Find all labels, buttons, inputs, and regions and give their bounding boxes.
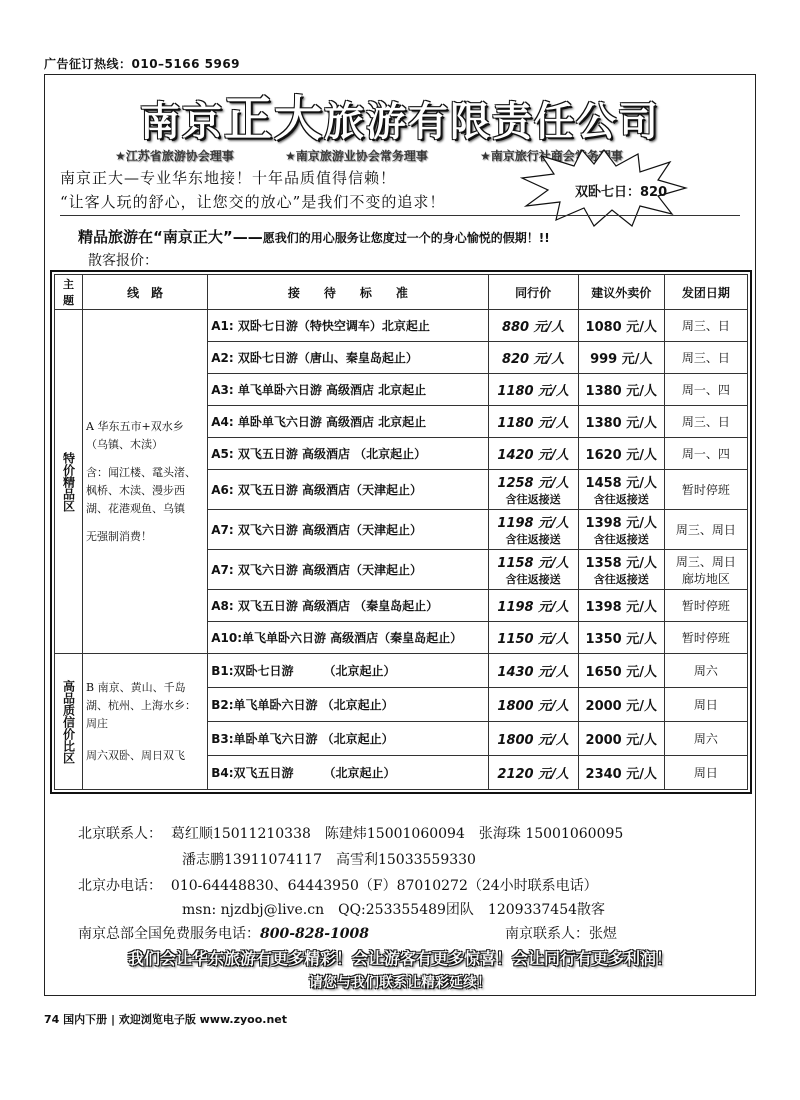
departure-note: 廊坊地区 — [681, 571, 730, 586]
quote-label: 散客报价： — [88, 253, 158, 269]
title-prefix: 南京 — [139, 98, 224, 145]
dates-cell — [664, 622, 747, 654]
dates-cell — [664, 590, 747, 622]
slogan-line-1: 南京正大—专业华东地接！十年品质值得信赖！ — [60, 169, 397, 187]
departure-dates: 暂时停班 — [681, 631, 730, 645]
dates-cell — [664, 406, 747, 438]
boutique-sub: 愿我们的用心服务让您度过一个的身心愉悦的假期！!! — [262, 231, 550, 245]
role-2: ★南京旅游业协会常务理事 — [285, 149, 428, 163]
header-peer-price: 同行价 — [488, 275, 578, 310]
peer-price-cell — [488, 438, 578, 470]
peer-price: 1800 元/人 — [497, 699, 569, 714]
standard-cell: A5: 双飞五日游 高级酒店 （北京起止） — [208, 438, 488, 470]
peer-price: 1198 元/人 — [497, 600, 569, 615]
retail-price: 999 元/人 — [590, 352, 653, 367]
beijing-line-1: 葛红顺15011210338 陈建炜15001060094 张海珠 15001060095 — [170, 826, 624, 842]
peer-price: 1158 元/人 — [497, 556, 569, 571]
beijing-contacts-1 — [78, 823, 623, 843]
theme-cell-a: 特价精品区 — [55, 310, 83, 654]
header-theme: 主题 — [55, 275, 83, 310]
peer-price: 820 元/人 — [501, 352, 565, 367]
peer-price: 1180 元/人 — [497, 384, 569, 399]
peer-price-note: 含往返接送 — [505, 493, 561, 506]
retail-price-cell — [578, 310, 664, 342]
route-name-a: A 华东五市+双水乡（乌镇、木渎） — [86, 419, 184, 451]
peer-price-cell — [488, 722, 578, 756]
boutique-heading — [78, 226, 550, 247]
dates-cell — [664, 688, 747, 722]
retail-price: 1458 元/人 — [585, 476, 657, 491]
dates-cell — [664, 654, 747, 688]
divider-line — [60, 215, 740, 216]
dates-cell — [664, 756, 747, 790]
retail-price: 1620 元/人 — [585, 448, 657, 463]
standard-cell: A8: 双飞五日游 高级酒店 （秦皇岛起止） — [208, 590, 488, 622]
retail-price: 2000 元/人 — [585, 733, 657, 748]
dates-cell — [664, 470, 747, 510]
peer-price-cell — [488, 470, 578, 510]
bottom-slogan-1: 我们会让华东旅游有更多精彩！会让游客有更多惊喜！会让同行有更多利润！ — [127, 949, 672, 968]
dates-cell — [664, 310, 747, 342]
peer-price-cell — [488, 654, 578, 688]
peer-price-cell — [488, 342, 578, 374]
table-row-b — [55, 654, 748, 688]
table-header-row — [55, 275, 748, 310]
retail-price: 1358 元/人 — [585, 556, 657, 571]
departure-dates: 周六 — [693, 732, 718, 746]
departure-dates: 暂时停班 — [681, 483, 730, 497]
retail-price: 1380 元/人 — [585, 416, 657, 431]
retail-price-cell — [578, 722, 664, 756]
office-phones: 010-64448830、64443950（F）87010272（24小时联系电话） — [170, 878, 598, 894]
dates-cell — [664, 438, 747, 470]
peer-price-cell — [488, 374, 578, 406]
retail-price-cell — [578, 374, 664, 406]
peer-price-note: 含往返接送 — [505, 533, 561, 546]
peer-price-cell — [488, 550, 578, 590]
peer-price-cell — [488, 510, 578, 550]
standard-cell: B3:单卧单飞六日游 （北京起止） — [208, 722, 488, 756]
slogan-line-2: “让客人玩的舒心，让您交的放心”是我们不变的追求！ — [60, 193, 446, 211]
standard-cell: A7: 双飞六日游 高级酒店（天津起止） — [208, 550, 488, 590]
retail-price-cell — [578, 654, 664, 688]
office-phones-row — [78, 875, 598, 895]
retail-price-note: 含往返接送 — [593, 533, 649, 546]
route-includes-a: 含：闻江楼、鼋头渚、枫桥、木渎、漫步西湖、花港观鱼、乌镇 — [86, 465, 197, 515]
route-note-a: 无强制消费！ — [86, 529, 153, 543]
peer-price-cell — [488, 622, 578, 654]
title-suffix: 旅游有限责任公司 — [324, 98, 660, 145]
retail-price: 1650 元/人 — [585, 665, 657, 680]
dates-cell — [664, 550, 747, 590]
route-cell-a — [83, 310, 208, 654]
peer-price: 1430 元/人 — [497, 665, 569, 680]
retail-price-cell — [578, 688, 664, 722]
standard-cell: A6: 双飞五日游 高级酒店（天津起止） — [208, 470, 488, 510]
peer-price: 2120 元/人 — [497, 767, 569, 782]
retail-price-cell — [578, 550, 664, 590]
company-title — [44, 80, 756, 149]
burst-text: 双卧七日：820 — [575, 185, 668, 200]
price-table — [50, 270, 752, 794]
boutique-main: 精品旅游在“南京正大”—— — [78, 228, 263, 246]
peer-price: 1800 元/人 — [497, 733, 569, 748]
dates-cell — [664, 722, 747, 756]
standard-cell: B4:双飞五日游 （北京起止） — [208, 756, 488, 790]
standard-cell: A4: 单卧单飞六日游 高级酒店 北京起止 — [208, 406, 488, 438]
retail-price-cell — [578, 342, 664, 374]
role-1: ★江苏省旅游协会理事 — [115, 149, 234, 163]
departure-dates: 周一、四 — [681, 383, 730, 397]
standard-cell: A10:单飞单卧六日游 高级酒店（秦皇岛起止） — [208, 622, 488, 654]
peer-price: 1420 元/人 — [497, 448, 569, 463]
retail-price-note: 含往返接送 — [593, 493, 649, 506]
peer-price: 1198 元/人 — [497, 516, 569, 531]
role-3: ★南京旅行社商会常务理事 — [480, 149, 623, 163]
header-dates: 发团日期 — [664, 275, 747, 310]
table-row-a — [55, 310, 748, 342]
peer-price-cell — [488, 756, 578, 790]
retail-price: 1380 元/人 — [585, 384, 657, 399]
retail-price-cell — [578, 406, 664, 438]
standard-cell: A7: 双飞六日游 高级酒店（天津起止） — [208, 510, 488, 550]
retail-price-cell — [578, 438, 664, 470]
office-label: 北京办电话： — [78, 878, 162, 894]
retail-price-cell — [578, 622, 664, 654]
dates-cell — [664, 374, 747, 406]
retail-price-cell — [578, 470, 664, 510]
header-standard: 接 待 标 准 — [208, 275, 488, 310]
route-note-b: 周六双卧、周日双飞 — [86, 748, 186, 762]
route-cell-b — [83, 654, 208, 790]
standard-cell: B2:单飞单卧六日游 （北京起止） — [208, 688, 488, 722]
departure-dates: 暂时停班 — [681, 599, 730, 613]
peer-price: 1150 元/人 — [497, 632, 569, 647]
route-name-b: B 南京、黄山、千岛湖、杭州、上海水乡：周庄 — [86, 680, 197, 730]
departure-dates: 周日 — [693, 766, 718, 780]
standard-cell: B1:双卧七日游 （北京起止） — [208, 654, 488, 688]
retail-price: 1398 元/人 — [585, 600, 657, 615]
dates-cell — [664, 342, 747, 374]
departure-dates: 周三、周日 — [675, 554, 736, 569]
theme-cell-b: 高品质信价比区 — [55, 654, 83, 790]
retail-price-cell — [578, 756, 664, 790]
retail-price: 2340 元/人 — [585, 767, 657, 782]
peer-price-note: 含往返接送 — [505, 573, 561, 586]
title-brand: 正大 — [223, 91, 324, 147]
standard-cell: A3: 单飞单卧六日游 高级酒店 北京起止 — [208, 374, 488, 406]
peer-price: 880 元/人 — [501, 320, 565, 335]
hq-label: 南京总部全国免费服务电话： — [78, 926, 260, 942]
nanjing-contact: 南京联系人：张煜 — [505, 926, 617, 942]
page-footer: 74 国内下册 | 欢迎浏览电子版 www.zyoo.net — [44, 1013, 288, 1026]
peer-price-cell — [488, 688, 578, 722]
departure-dates: 周三、日 — [681, 319, 730, 333]
retail-price: 1080 元/人 — [585, 320, 657, 335]
standard-cell: A1: 双卧七日游（特快空调车）北京起止 — [208, 310, 488, 342]
peer-price-cell — [488, 590, 578, 622]
beijing-label: 北京联系人： — [78, 826, 162, 842]
header-route: 线 路 — [83, 275, 208, 310]
retail-price: 2000 元/人 — [585, 699, 657, 714]
peer-price-cell — [488, 406, 578, 438]
retail-price-cell — [578, 510, 664, 550]
retail-price-note: 含往返接送 — [593, 573, 649, 586]
peer-price: 1258 元/人 — [497, 476, 569, 491]
retail-price-cell — [578, 590, 664, 622]
peer-price-cell — [488, 310, 578, 342]
departure-dates: 周三、日 — [681, 415, 730, 429]
departure-dates: 周三、周日 — [675, 523, 736, 537]
departure-dates: 周三、日 — [681, 351, 730, 365]
header-retail-price: 建议外卖价 — [578, 275, 664, 310]
retail-price: 1398 元/人 — [585, 516, 657, 531]
standard-cell: A2: 双卧七日游（唐山、秦皇岛起止） — [208, 342, 488, 374]
retail-price: 1350 元/人 — [585, 632, 657, 647]
msn-qq: msn: njzdbj@live.cn QQ:253355489团队 1209337454散客 — [182, 902, 606, 918]
dates-cell — [664, 510, 747, 550]
hq-row — [78, 923, 369, 943]
ad-hotline: 广告征订热线：010–5166 5969 — [44, 57, 241, 71]
hq-phone: 800-828-1008 — [260, 926, 370, 942]
departure-dates: 周日 — [693, 698, 718, 712]
departure-dates: 周六 — [693, 664, 718, 678]
peer-price: 1180 元/人 — [497, 416, 569, 431]
departure-dates: 周一、四 — [681, 447, 730, 461]
beijing-line-2: 潘志鹏13911074117 高雪利15033559330 — [182, 852, 476, 868]
bottom-slogan-2: 请您与我们联系让精彩延续！ — [309, 975, 491, 991]
